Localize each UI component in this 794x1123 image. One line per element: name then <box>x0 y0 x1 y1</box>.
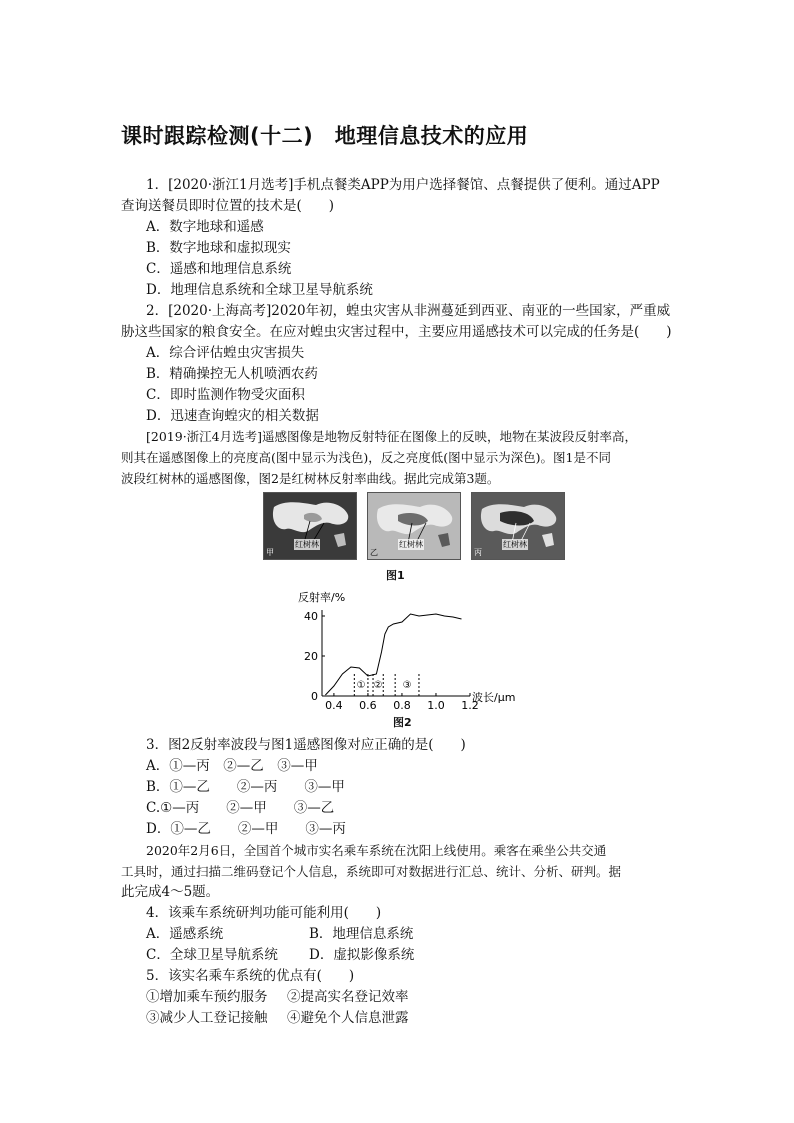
figure1-caption: 图1 <box>386 569 405 582</box>
q2-stem-line1: 2．[2020·上海高考]2020年初，蝗虫灾害从非洲蔓延到西亚、南亚的一些国家，严重威 <box>146 303 671 319</box>
q1-option-d: D．地理信息系统和全球卫星导航系统 <box>146 282 373 298</box>
remote-sensing-image-jia <box>263 492 357 560</box>
q3-option-d: D．①—乙 ②—甲 ③—丙 <box>146 821 346 837</box>
page-title: 课时跟踪检测(十二) 地理信息技术的应用 <box>121 124 529 148</box>
material1-line3: 波段红树林的遥感图像，图2是红树林反射率曲线。据此完成第3题。 <box>121 471 500 486</box>
remote-sensing-image-bing <box>471 492 565 560</box>
q4-stem: 4．该乘车系统研判功能可能利用( ) <box>146 905 382 921</box>
figure2-caption: 图2 <box>393 716 412 729</box>
remote-sensing-image-yi <box>367 492 461 560</box>
material2-line3: 此完成4～5题。 <box>121 884 220 900</box>
q1-option-a: A．数字地球和遥感 <box>146 219 264 235</box>
band-label: ③ <box>402 680 412 691</box>
y-tick-label: 40 <box>304 610 318 623</box>
q3-stem: 3．图2反射率波段与图1遥感图像对应正确的是( ) <box>146 737 466 753</box>
q5-choice-3: ③减少人工登记接触 <box>146 1010 268 1026</box>
q2-option-c: C．即时监测作物受灾面积 <box>146 387 305 403</box>
x-tick-label: 0.8 <box>393 699 411 712</box>
material1-line2: 则其在遥感图像上的亮度高(图中显示为浅色)，反之亮度低(图中显示为深色)。图1是不同 <box>121 450 611 465</box>
q4-option-a: A．遥感系统 <box>146 926 224 942</box>
q3-option-c: C.①—丙 ②—甲 ③—乙 <box>146 800 335 816</box>
q3-option-a: A．①—丙 ②—乙 ③—甲 <box>146 758 318 774</box>
mangrove-label-bing: 红树林 <box>503 540 527 549</box>
q2-stem-line2: 胁这些国家的粮食安全。在应对蝗虫灾害过程中，主要应用遥感技术可以完成的任务是( ) <box>121 324 672 340</box>
material1-line1: [2019·浙江4月选考]遥感图像是地物反射特征在图像上的反映，地物在某波段反射率高， <box>146 429 637 444</box>
material2-line2: 工具时，通过扫描二维码登记个人信息，系统即可对数据进行汇总、统计、分析、研判。据 <box>121 864 622 879</box>
q2-option-a: A．综合评估蝗虫灾害损失 <box>146 345 305 361</box>
mangrove-label-jia: 红树林 <box>295 540 319 549</box>
q3-option-b: B．①—乙 ②—丙 ③—甲 <box>146 779 345 795</box>
q2-option-b: B．精确操控无人机喷洒农药 <box>146 366 318 382</box>
reflectance-chart <box>292 588 542 718</box>
q5-choice-4: ④避免个人信息泄露 <box>287 1010 409 1026</box>
band-label: ② <box>373 680 383 691</box>
reflectance-curve <box>325 614 461 695</box>
panel-marker-jia: 甲 <box>266 548 274 557</box>
q4-option-b: B．地理信息系统 <box>309 926 414 942</box>
y-axis-label: 反射率/% <box>298 591 346 604</box>
x-tick-label: 1.2 <box>461 699 479 712</box>
panel-marker-yi: 乙 <box>370 548 378 557</box>
q4-option-d: D．虚拟影像系统 <box>309 947 415 963</box>
mangrove-label-yi: 红树林 <box>399 540 423 549</box>
q5-choice-1: ①增加乘车预约服务 <box>146 989 268 1005</box>
x-axis-label: 波长/μm <box>472 691 516 704</box>
x-tick-label: 0.4 <box>325 699 343 712</box>
q1-stem-line2: 查询送餐员即时位置的技术是( ) <box>121 198 335 214</box>
q5-choice-2: ②提高实名登记效率 <box>287 989 409 1005</box>
q2-option-d: D．迅速查询蝗灾的相关数据 <box>146 408 319 424</box>
q1-option-b: B．数字地球和虚拟现实 <box>146 240 291 256</box>
q5-stem: 5．该实名乘车系统的优点有( ) <box>146 968 355 984</box>
q4-option-c: C．全球卫星导航系统 <box>146 947 278 963</box>
q1-stem-line1: 1．[2020·浙江1月选考]手机点餐类APP为用户选择餐馆、点餐提供了便利。通过APP <box>146 177 660 193</box>
material2-line1: 2020年2月6日，全国首个城市实名乘车系统在沈阳上线使用。乘客在乘坐公共交通 <box>146 843 607 858</box>
y-tick-label: 20 <box>304 650 318 663</box>
x-tick-label: 0.6 <box>359 699 377 712</box>
x-tick-label: 1.0 <box>427 699 445 712</box>
band-markers <box>354 672 419 696</box>
panel-marker-bing: 丙 <box>474 548 482 557</box>
y-tick-label: 0 <box>311 690 318 703</box>
figure1 <box>0 492 794 562</box>
q1-option-c: C．遥感和地理信息系统 <box>146 261 292 277</box>
band-label: ① <box>356 680 366 691</box>
